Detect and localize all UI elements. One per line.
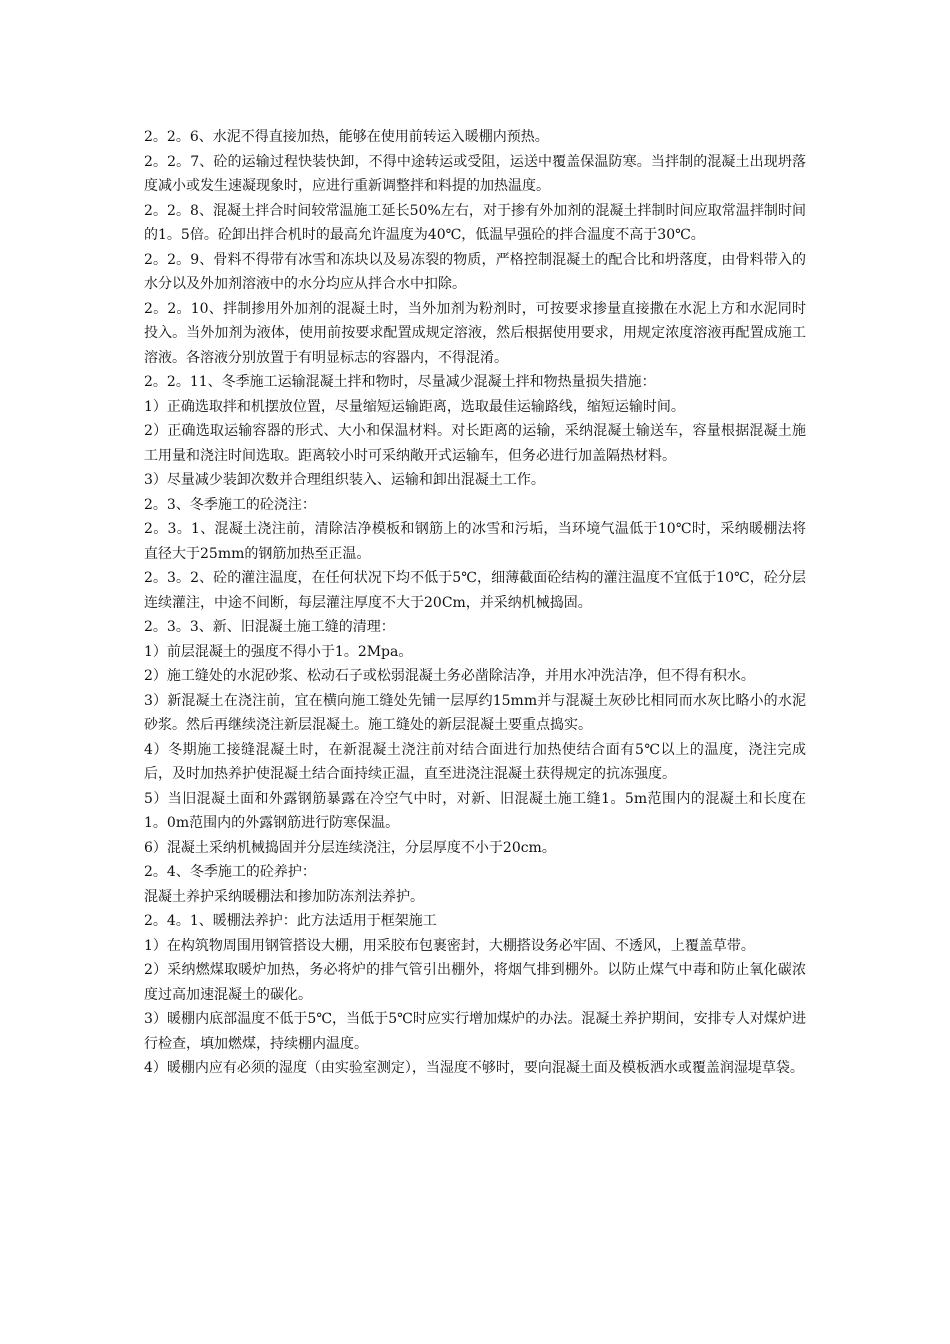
paragraph: 2。2。10、拌制掺用外加剂的混凝土时，当外加剂为粉剂时，可按要求掺量直接撒在水泥上方和水泥同时投入。当外加剂为液体，使用前按要求配置成规定溶液，然后根据使用要求，用规定浓度溶液再配置成施工溶液。各溶液分别放置于有明显标志的容器内，不得混淆。 (144, 300, 806, 366)
paragraph: 2。3。1、混凝土浇注前，清除洁净模板和钢筋上的冰雪和污垢，当环境气温低于10℃时，采纳暖棚法将直径大于25mm的钢筋加热至正温。 (144, 521, 806, 562)
paragraph: 1）在构筑物周围用钢管搭设大棚，用采胶布包裹密封，大棚搭设务必牢固、不透风，上覆盖草带。 (144, 937, 755, 954)
paragraph: 2）施工缝处的水泥砂浆、松动石子或松弱混凝土务必凿除洁净，并用水冲洗洁净，但不得有积水。 (144, 668, 755, 684)
paragraph: 混凝土养护采纳暖棚法和掺加防冻剂法养护。 (144, 888, 424, 905)
paragraph: 2。2。7、砼的运输过程快装快卸，不得中途转运或受阻，运送中覆盖保温防寒。当拌制的混凝土出现坍落度减小或发生速凝现象时，应进行重新调整拌和料提的加热温度。 (144, 153, 806, 194)
paragraph: 3）新混凝土在浇注前，宜在横向施工缝处先铺一层厚约15mm并与混凝土灰砂比相同而水灰比略小的水泥砂浆。然后再继续浇注新层混凝土。施工缝处的新层混凝土要重点捣实。 (144, 692, 806, 733)
paragraph: 6）混凝土采纳机械捣固并分层连续浇注，分层厚度不小于20cm。 (144, 839, 556, 856)
paragraph: 4）冬期施工接缝混凝土时，在新混凝土浇注前对结合面进行加热使结合面有5℃以上的温度，浇注完成后，及时加热养护使混凝土结合面持续正温，直至进浇注混凝土获得规定的抗冻强度。 (144, 741, 806, 782)
paragraph: 2）采纳燃煤取暖炉加热，务必将炉的排气管引出棚外，将烟气排到棚外。以防止煤气中毒和防止氧化碳浓度过高加速混凝土的碳化。 (144, 962, 806, 1003)
paragraph: 2。4。1、暖棚法养护：此方法适用于框架施工 (144, 913, 437, 929)
paragraph: 1）正确选取拌和机摆放位置，尽量缩短运输距离，选取最佳运输路线，缩短运输时间。 (144, 398, 685, 415)
paragraph: 2。3、冬季施工的砼浇注： (144, 496, 316, 513)
paragraph: 2）正确选取运输容器的形式、大小和保温材料。对长距离的运输，采纳混凝土输送车，容量根据混凝土施工用量和浇注时间选取。距离较小时可采纳敞开式运输车，但务必进行加盖隔热材料。 (144, 423, 806, 464)
document-body (144, 125, 806, 1081)
paragraph: 2。2。9、骨料不得带有冰雪和冻块以及易冻裂的物质，严格控制混凝土的配合比和坍落度，由骨料带入的水分以及外加剂溶液中的水分均应从拌合水中扣除。 (144, 251, 806, 292)
paragraph: 2。2。11、冬季施工运输混凝土拌和物时，尽量减少混凝土拌和物热量损失措施： (144, 374, 656, 390)
paragraph: 2。2。6、水泥不得直接加热，能够在使用前转运入暖棚内预热。 (144, 129, 549, 145)
paragraph: 4）暖棚内应有必须的湿度（由实验室测定），当湿度不够时，要向混凝土面及模板洒水或覆盖润湿堤草袋。 (144, 1060, 804, 1076)
paragraph: 3）尽量减少装卸次数并合理组织装入、运输和卸出混凝土工作。 (144, 472, 545, 488)
paragraph: 3）暖棚内底部温度不低于5℃，当低于5℃时应实行增加煤炉的办法。混凝土养护期间，安排专人对煤炉进行检查，填加燃煤，持续棚内温度。 (144, 1011, 806, 1052)
paragraph: 2。4、冬季施工的砼养护： (144, 864, 316, 880)
paragraph: 2。3。3、新、旧混凝土施工缝的清理： (144, 619, 395, 635)
paragraph: 2。3。2、砼的灌注温度，在任何状况下均不低于5℃，细薄截面砼结构的灌注温度不宜低于10℃，砼分层连续灌注，中途不间断，每层灌注厚度不大于20Cm，并采纳机械捣固。 (144, 570, 806, 611)
paragraph: 5）当旧混凝土面和外露钢筋暴露在冷空气中时，对新、旧混凝土施工缝1。5m范围内的混凝土和长度在1。0m范围内的外露钢筋进行防寒保温。 (144, 790, 806, 831)
paragraph: 2。2。8、混凝土拌合时间较常温施工延长50%左右，对于掺有外加剂的混凝土拌制时间应取常温拌制时间的1。5倍。砼卸出拌合机时的最高允许温度为40℃，低温早强砼的拌合温度不高于30℃。 (144, 202, 806, 243)
paragraph: 1）前层混凝土的强度不得小于1。2Mpa。 (144, 643, 413, 660)
